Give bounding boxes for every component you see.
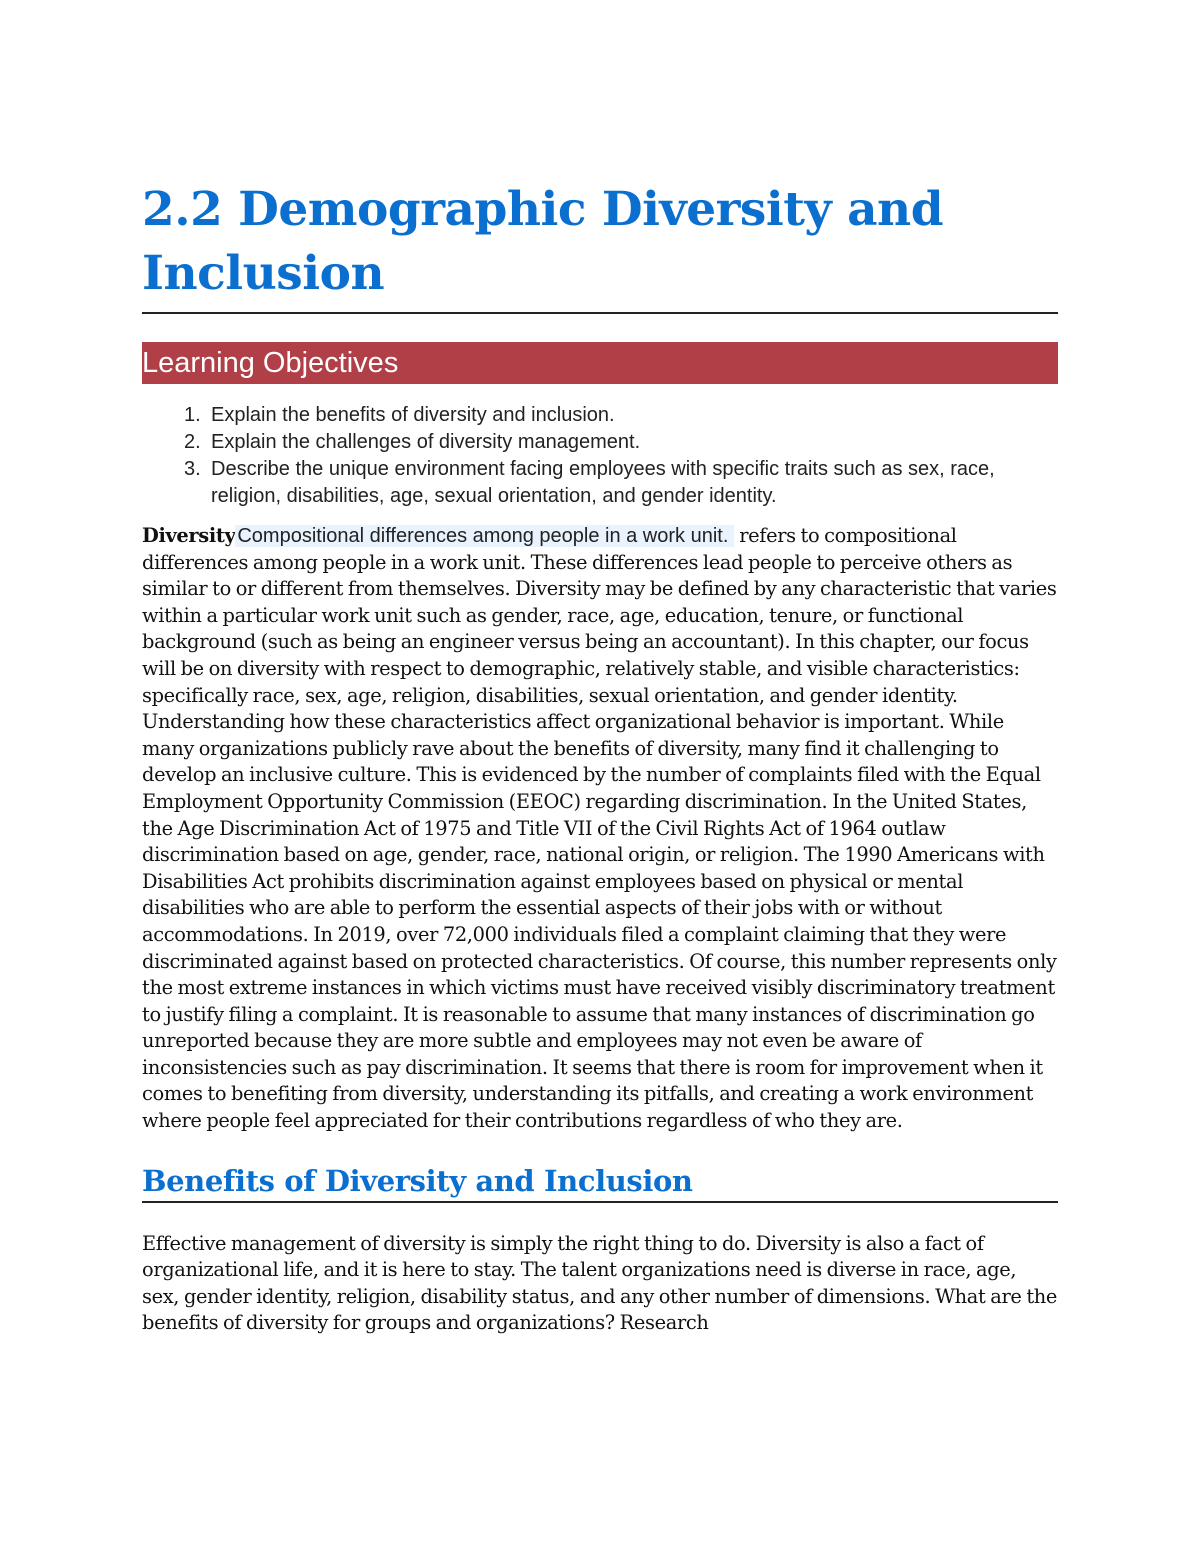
learning-objectives-banner: Learning Objectives [142,342,1058,384]
list-item-text: Explain the benefits of diversity and inclusion. [211,404,615,426]
title-divider [142,312,1058,314]
list-item [142,429,1058,456]
list-item-number: 2. [184,431,201,453]
list-item-text: Explain the challenges of diversity management. [211,431,641,453]
list-item-text: Describe the unique environment facing employees with specific traits such as sex, race, religion, disabilities, age, sexual orientation, and gender identity. [211,458,995,507]
section-divider [142,1201,1058,1203]
list-item [142,402,1058,429]
list-item-number: 3. [184,458,201,480]
document-page [142,0,1058,1337]
learning-objectives-list [142,402,1058,510]
section-heading: Benefits of Diversity and Inclusion [142,1163,693,1198]
glossary-definition: Compositional differences among people in a work unit. [235,525,734,547]
glossary-term[interactable]: Diversity [142,524,236,547]
intro-paragraph [142,523,1058,1135]
list-item [142,456,1058,510]
intro-text: refers to compositional differences among people in a work unit. These differences lead people to perceive others as similar to or different from themselves. Diversity may be defined by any characteristic that varies within a particular work unit such as gender, race, age, education, tenure, or functional background (such as being an engineer versus being an accountant). In this chapter, our focus will be on diversity with respect to demographic, relatively stable, and visible characteristics: specifically race, sex, age, religion, disabilities, sexual orientation, and gender identity. Understanding how these characteristics affect organizational behavior is important. While many organizations publicly rave about the benefits of diversity, many find it challenging to develop an inclusive culture. This is evidenced by the number of complaints filed with the Equal Employment Opportunity Commission (EEOC) regarding discrimination. In the United States, the Age Discrimination Act of 1975 and Title VII of the Civil Rights Act of 1964 outlaw discrimination based on age, gender, race, national origin, or religion. The 1990 Americans with Disabilities Act prohibits discrimination against employees based on physical or mental disabilities who are able to perform the essential aspects of their jobs with or without accommodations. In 2019, over 72,000 individuals filed a complaint claiming that they were discriminated against based on protected characteristics. Of course, this number represents only the most extreme instances in which victims must have received visibly discriminatory treatment to justify filing a complaint. It is reasonable to assume that many instances of discrimination go unreported because they are more subtle and employees may not even be aware of inconsistencies such as pay discrimination. It seems that there is room for improvement when it comes to benefiting from diversity, understanding its pitfalls, and creating a work environment where people feel appreciated for their contributions regardless of who they are. [142,524,1057,1133]
section-paragraph: Effective management of diversity is simply the right thing to do. Diversity is also a fact of organizational life, and it is here to stay. The talent organizations need is diverse in race, age, sex, gender identity, religion, disability status, and any other number of dimensions. What are the benefits of diversity for groups and organizations? Research [142,1231,1058,1335]
list-item-number: 1. [184,404,201,426]
page-title: 2.2 Demographic Diversity and Inclusion [142,182,944,301]
